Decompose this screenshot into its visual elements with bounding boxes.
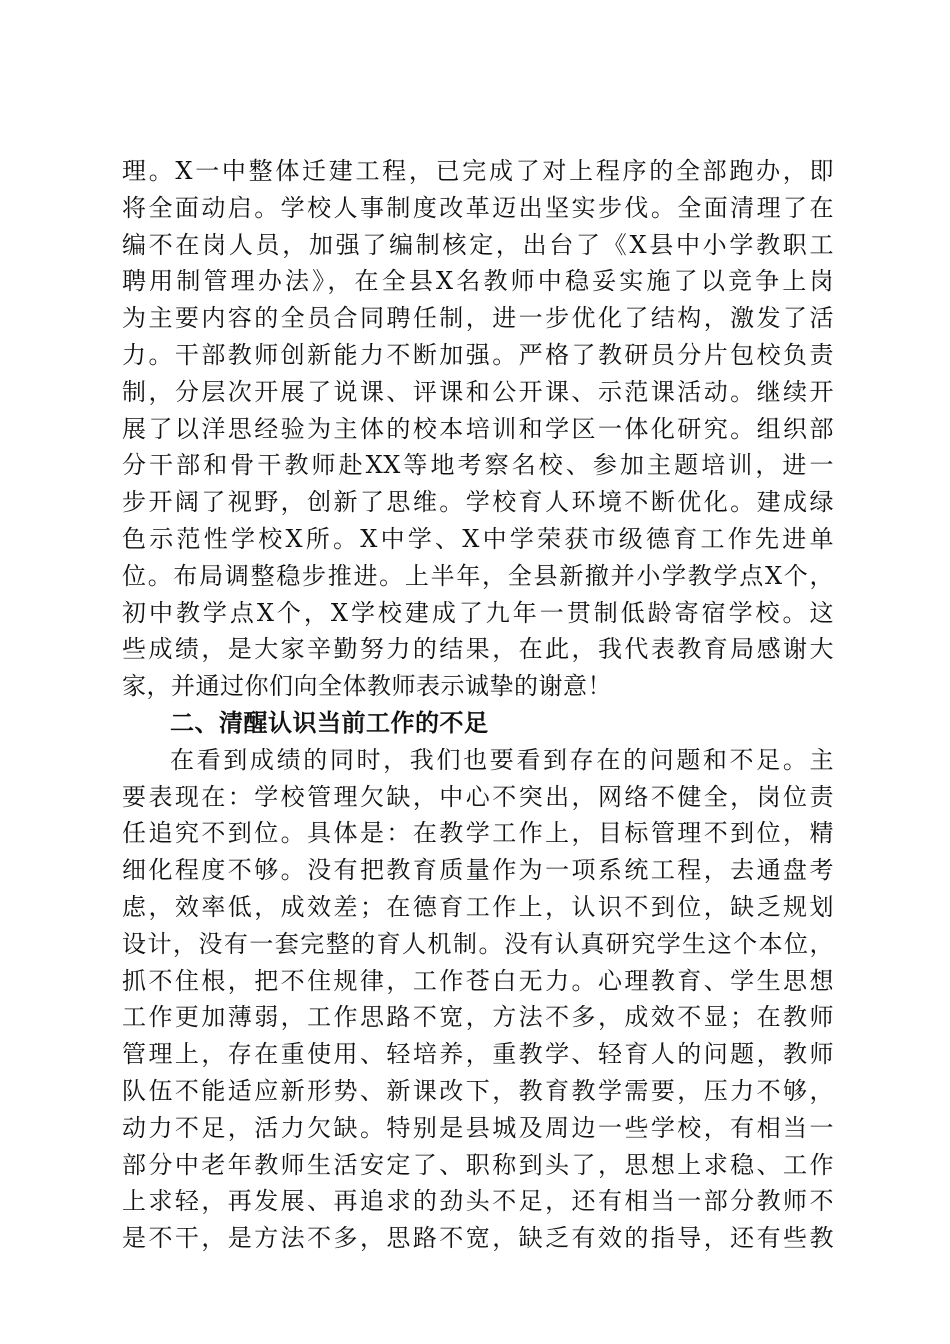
text-line: 工作更加薄弱，工作思路不宽，方法不多，成效不显；在教师	[122, 1003, 834, 1032]
text-line: 分干部和骨干教师赴XX等地考察名校、参加主题培训，进一	[122, 451, 834, 480]
text-line: 家，并通过你们向全体教师表示诚挚的谢意！	[122, 672, 612, 701]
text-line: 步开阔了视野，创新了思维。学校育人环境不断优化。建成绿	[122, 488, 834, 517]
text-line: 上求轻，再发展、再追求的劲头不足，还有相当一部分教师不	[122, 1187, 834, 1216]
text-line: 聘用制管理办法》，在全县X名教师中稳妥实施了以竞争上岗	[122, 267, 834, 296]
paragraph-shortcomings	[122, 742, 834, 1257]
text-line: 位。布局调整稳步推进。上半年，全县新撤并小学教学点X个，	[122, 561, 834, 590]
text-line: 色示范性学校X所。X中学、X中学荣获市级德育工作先进单	[122, 524, 834, 553]
text-line: 虑，效率低，成效差；在德育工作上，认识不到位，缺乏规划	[122, 892, 834, 921]
text-line: 队伍不能适应新形势、新课改下，教育教学需要，压力不够，	[122, 1076, 834, 1105]
paragraph-achievements	[122, 153, 834, 705]
text-line: 编不在岗人员，加强了编制核定，出台了《X县中小学教职工	[122, 230, 834, 259]
text-line: 部分中老年教师生活安定了、职称到头了，思想上求稳、工作	[122, 1150, 834, 1179]
text-line: 动力不足，活力欠缺。特别是县城及周边一些学校，有相当一	[122, 1113, 834, 1142]
text-line: 初中教学点X个，X学校建成了九年一贯制低龄寄宿学校。这	[122, 598, 834, 627]
text-line: 为主要内容的全员合同聘任制，进一步优化了结构，激发了活	[122, 304, 834, 333]
text-line: 制，分层次开展了说课、评课和公开课、示范课活动。继续开	[122, 377, 834, 406]
text-line: 管理上，存在重使用、轻培养，重教学、轻育人的问题，教师	[122, 1040, 834, 1069]
text-line: 是不干，是方法不多，思路不宽，缺乏有效的指导，还有些教	[122, 1224, 834, 1253]
text-line: 展了以洋思经验为主体的校本培训和学区一体化研究。组织部	[122, 414, 834, 443]
document-page	[122, 153, 834, 1257]
text-line: 力。干部教师创新能力不断加强。严格了教研员分片包校负责	[122, 340, 834, 369]
text-line: 在看到成绩的同时，我们也要看到存在的问题和不足。主	[170, 745, 834, 774]
text-line: 些成绩，是大家辛勤努力的结果，在此，我代表教育局感谢大	[122, 635, 834, 664]
text-line: 要表现在：学校管理欠缺，中心不突出，网络不健全，岗位责	[122, 782, 834, 811]
text-line: 细化程度不够。没有把教育质量作为一项系统工程，去通盘考	[122, 856, 834, 885]
text-line: 理。X一中整体迁建工程，已完成了对上程序的全部跑办，即	[122, 157, 834, 185]
text-line: 设计，没有一套完整的育人机制。没有认真研究学生这个本位，	[122, 929, 834, 958]
section-heading: 二、清醒认识当前工作的不足	[170, 708, 489, 737]
text-line: 抓不住根，把不住规律，工作苍白无力。心理教育、学生思想	[122, 966, 834, 995]
text-line: 任追究不到位。具体是：在教学工作上，目标管理不到位，精	[122, 819, 834, 848]
text-line: 将全面动启。学校人事制度改革迈出坚实步伐。全面清理了在	[122, 193, 834, 222]
